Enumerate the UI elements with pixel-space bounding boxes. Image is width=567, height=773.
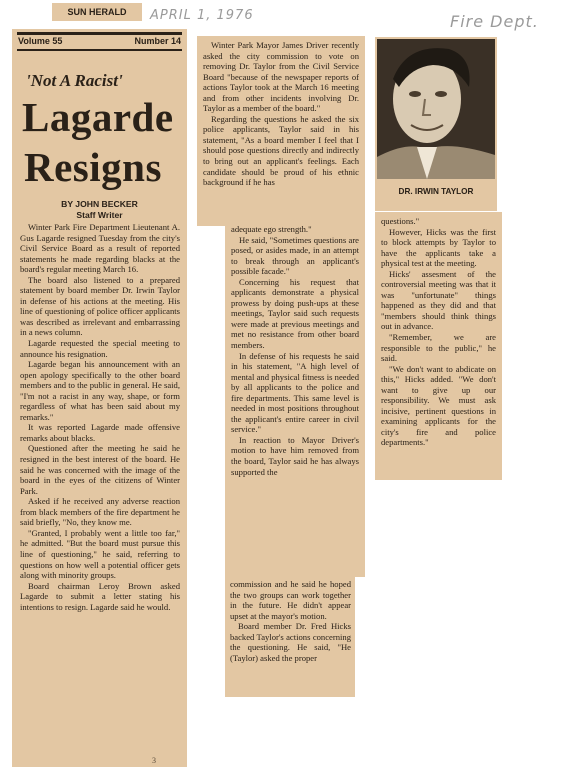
paragraph: Questioned after the meeting he said he resigned in the best interest of the board. He said he was concerned with the image of the board in the eyes of the citizens of Winter Park. [20,443,180,496]
paragraph: Hicks' assesment of the controversial meeting was that it was "unfortunate" things happened as they did and that "members should think things out in advance. [381,268,496,332]
newspaper-masthead: SUN HERALD [52,3,142,21]
paragraph: Lagarde began his announcement with an open apology specifically to the other board members and to the public in general. He said, "I'm not a racist in any way, shape, or form regardless of what has been said about my remarks." [20,359,180,422]
paragraph: Lagarde requested the special meeting to announce his resignation. [20,338,180,359]
issue-rule [17,49,182,51]
paragraph: adequate ego strength." [231,224,312,234]
byline [12,199,187,221]
article-column-3 [375,212,502,480]
photo-caption: DR. IRWIN TAYLOR [398,187,474,196]
volume-label: Volume 55 [18,36,63,46]
article-column-2-bottom [225,577,355,697]
article-text-column-2c [230,579,351,663]
paragraph: Regarding the questions he asked the six police applicants, Taylor said in his statement, "As a board member I feel that I should pose questions directly and indirectly to bring out an applicant's feelings. Each candidate should be proud of his ethnic background if he has [203,113,359,188]
article-text-column-1 [20,222,180,612]
paragraph: However, Hicks was the first to block attempts by Taylor to have the applicants take a physical test at the meeting. [381,226,496,269]
paragraph: In reaction to Mayor Driver's motion to have him removed from the board, Taylor said he has always supported the [231,434,359,477]
paragraph: "Granted, I probably went a little too far," he admitted. "But the board must pursue this line of questioning," he said, referring to questions on how well a potential officer gets along with minority groups. [20,527,180,581]
kicker-headline: 'Not A Racist' [26,71,123,90]
article-text-column-2a [203,40,359,188]
article-column-2-middle [225,222,365,577]
page-mark: 3 [152,756,156,765]
paragraph: Winter Park Mayor James Driver recently asked the city commission to vote on removing Dr. Taylor from the Civil Service Board "because of the newspaper reports of actions Taylor took at the March 16 meeting and from other incidents involving Dr. Taylor as a member of the board." [203,40,359,114]
top-rule [17,32,182,35]
paragraph: questions." [381,216,420,226]
number-label: Number 14 [134,36,181,46]
paragraph: The board also listened to a prepared statement by board member Dr. Irwin Taylor in defense of his actions at the meeting. His line of questioning of police officer applicants was described as irrelevant and embarrassing in a news column. [20,274,180,338]
department-annotation: Fire Dept. [450,12,539,31]
portrait-image [377,39,495,179]
portrait-photo [377,39,495,179]
date-annotation: APRIL 1, 1976 [150,8,254,23]
headline-line-1: Lagarde [22,94,174,140]
byline-role: Staff Writer [76,210,123,220]
paragraph: commission and he said he hoped the two groups can work together in the future. He didn't appear upset at the mayor's motion. [230,579,351,621]
paragraph: Board chairman Leroy Brown asked Lagarde to submit a letter stating his intentions to resign. Lagarde said he would. [20,580,180,612]
headline-column [12,29,187,767]
paragraph: He said, "Sometimes questions are posed, or asides made, in an attempt to break through an applicant's possible facade." [231,234,359,277]
paragraph: It was reported Lagarde made offensive remarks about blacks. [20,422,180,443]
byline-name: BY JOHN BECKER [61,199,138,209]
issue-line [18,36,181,46]
paragraph: "Remember, we are responsible to the public," he said. [381,332,496,364]
paragraph: In defense of his requests he said in his statement, "A high level of mental and physical fitness is needed by all applicants to the police and fire departments. This same level is needed in most positions throughout the applicant's entire career in civil service." [231,350,359,435]
paragraph: Winter Park Fire Department Lieutenant A. Gus Lagarde resigned Tuesday from the city's Civil Service Board as a result of reported statements he made regarding blacks at the board's regular meeting March 16. [20,222,180,275]
paragraph: Board member Dr. Fred Hicks backed Taylor's actions concerning the questioning. He said, "He (Taylor) asked the proper [230,621,351,663]
article-text-column-3 [381,216,496,448]
paragraph: Asked if he received any adverse reaction from black members of the fire department he said briefly, "No, they know me. [20,496,180,528]
paragraph: "We don't want to abdicate on this," Hicks added. "We don't want to give up our responsibility. We must ask incisive, pertinent questions in examining applicants for the city's fire and police departments." [381,363,496,448]
article-column-2-top [197,36,365,226]
article-text-column-2b [231,224,359,477]
portrait-photo-clipping [375,37,497,211]
headline-line-2: Resigns [24,144,162,190]
paragraph: Concerning his request that applicants demonstrate a physical prowess by doing push-ups at these meetings, Taylor said such requests were made at previous meetings and met no resistance from other board members. [231,276,359,351]
